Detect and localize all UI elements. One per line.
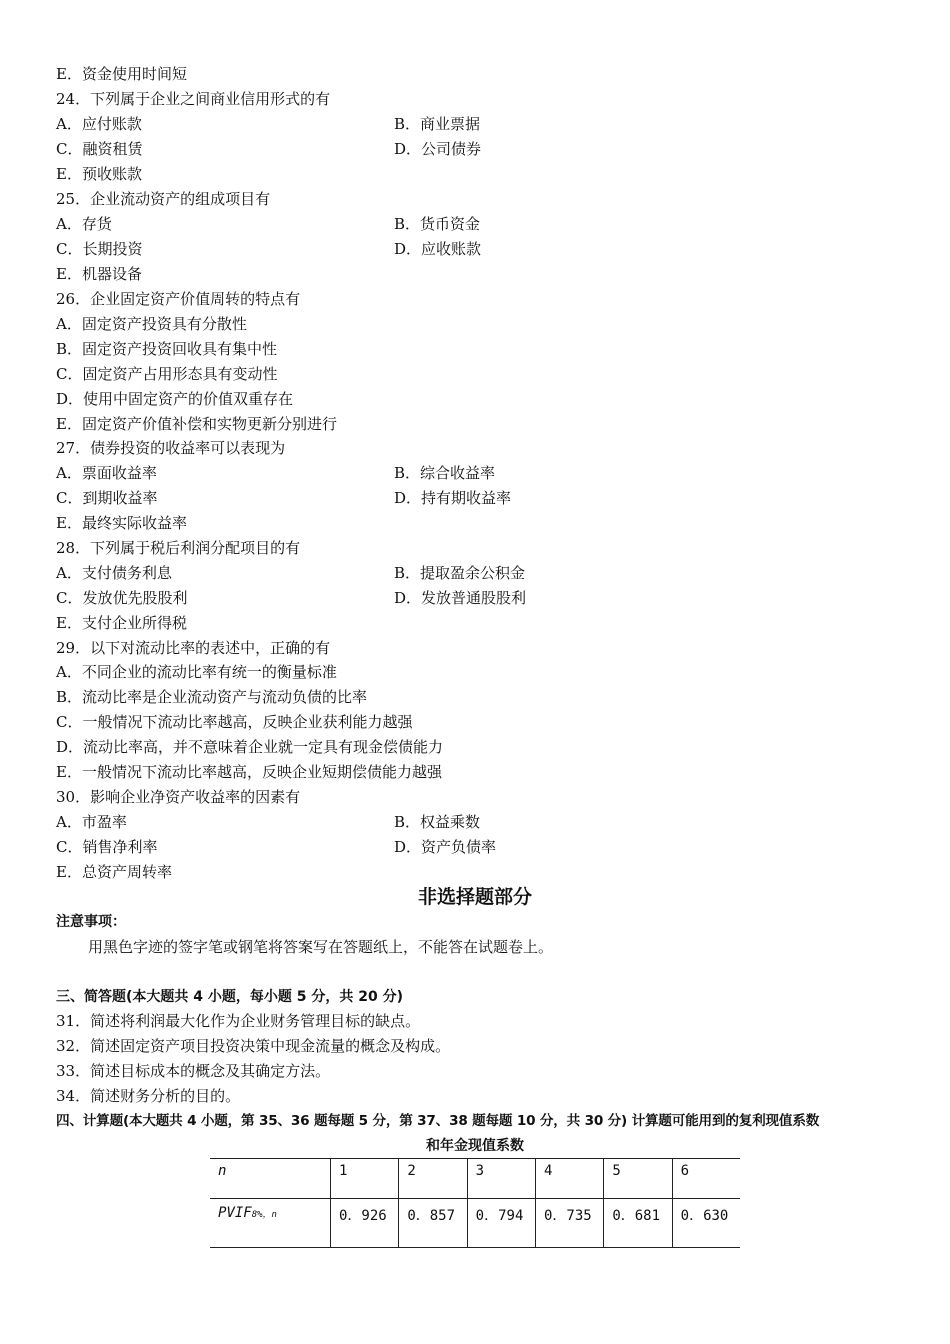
row-label-n: n [210,1159,331,1199]
q25-option-c: C．长期投资 [56,240,143,258]
q28-option-b: B．提取盈余公积金 [394,564,526,582]
period-2: 2 [399,1159,467,1199]
notice-text: 用黑色字迹的签字笔或钢笔将答案写在答题纸上，不能答在试题卷上。 [88,938,554,956]
q24-option-a: A．应付账款 [56,115,142,133]
period-1: 1 [331,1159,399,1199]
q32: 32．简述固定资产项目投资决策中现金流量的概念及构成。 [56,1037,451,1055]
q29-option-e: E．一般情况下流动比率越高，反映企业短期偿债能力越强 [56,763,442,781]
table-row-periods [210,1159,740,1199]
pvif-value-5: 0．681 [604,1199,672,1248]
q33: 33．简述目标成本的概念及其确定方法。 [56,1062,331,1080]
q27-option-b: B．综合收益率 [394,464,496,482]
q30-stem: 30．影响企业净资产收益率的因素有 [56,788,301,806]
q25-stem: 25．企业流动资产的组成项目有 [56,190,271,208]
q29-option-c: C．一般情况下流动比率越高，反映企业获利能力越强 [56,713,413,731]
q25-option-d: D．应收账款 [394,240,482,258]
q28-stem: 28．下列属于税后利润分配项目的有 [56,539,301,557]
q30-option-a: A．市盈率 [56,813,127,831]
q24-stem: 24．下列属于企业之间商业信用形式的有 [56,90,331,108]
q27-option-e: E．最终实际收益率 [56,514,187,532]
pvif-value-3: 0．794 [467,1199,535,1248]
q26-option-b: B．固定资产投资回收具有集中性 [56,340,278,358]
q26-stem: 26．企业固定资产价值周转的特点有 [56,290,301,308]
q28-option-d: D．发放普通股股利 [394,589,527,607]
pvif-value-6: 0．630 [672,1199,740,1248]
pvif-table [210,1158,740,1248]
q30-option-b: B．权益乘数 [394,813,481,831]
q27-option-a: A．票面收益率 [56,464,157,482]
period-4: 4 [535,1159,603,1199]
pvif-symbol: PVIF [218,1205,252,1221]
row-label-pvif [210,1199,331,1248]
q24-option-c: C．融资租赁 [56,140,143,158]
q29-option-b: B．流动比率是企业流动资产与流动负债的比率 [56,688,368,706]
period-5: 5 [604,1159,672,1199]
q23-option-e: E．资金使用时间短 [56,65,187,83]
q29-option-d: D．流动比率高，并不意味着企业就一定具有现金偿债能力 [56,738,444,756]
pvif-value-2: 0．857 [399,1199,467,1248]
q25-option-b: B．货币资金 [394,215,481,233]
q31: 31．简述将利润最大化作为企业财务管理目标的缺点。 [56,1012,421,1030]
q24-option-b: B．商业票据 [394,115,481,133]
section4-title-cont: 和年金现值系数 [426,1138,524,1154]
pvif-subscript: 8%，n [251,1210,277,1220]
q24-option-d: D．公司债券 [394,140,482,158]
q27-option-c: C．到期收益率 [56,489,158,507]
q26-option-a: A．固定资产投资具有分散性 [56,315,247,333]
q29-option-a: A．不同企业的流动比率有统一的衡量标准 [56,663,337,681]
q26-option-d: D．使用中固定资产的价值双重存在 [56,390,294,408]
q27-stem: 27．债券投资的收益率可以表现为 [56,439,286,457]
q26-option-c: C．固定资产占用形态具有变动性 [56,365,278,383]
section4-title: 四、计算题(本大题共 4 小题，第 35、36 题每题 5 分，第 37、38 题每题 10 分，共 30 分) 计算题可能用到的复利现值系数 [56,1113,820,1129]
q25-option-e: E．机器设备 [56,265,142,283]
q30-option-e: E．总资产周转率 [56,863,172,881]
section3-title: 三、简答题(本大题共 4 小题，每小题 5 分，共 20 分) [56,989,404,1005]
q30-option-c: C．销售净利率 [56,838,158,856]
q29-stem: 29．以下对流动比率的表述中，正确的有 [56,639,331,657]
pvif-value-1: 0．926 [331,1199,399,1248]
part2-title: 非选择题部分 [417,886,532,908]
notice-label: 注意事项： [56,914,126,930]
period-6: 6 [672,1159,740,1199]
q34: 34．简述财务分析的目的。 [56,1087,241,1105]
q28-option-a: A．支付债务利息 [56,564,172,582]
q27-option-d: D．持有期收益率 [394,489,512,507]
q28-option-c: C．发放优先股股利 [56,589,188,607]
period-3: 3 [467,1159,535,1199]
q26-option-e: E．固定资产价值补偿和实物更新分别进行 [56,415,337,433]
q24-option-e: E．预收账款 [56,165,142,183]
pvif-value-4: 0．735 [535,1199,603,1248]
q28-option-e: E．支付企业所得税 [56,614,187,632]
q25-option-a: A．存货 [56,215,112,233]
q30-option-d: D．资产负债率 [394,838,497,856]
table-row-pvif [210,1199,740,1248]
